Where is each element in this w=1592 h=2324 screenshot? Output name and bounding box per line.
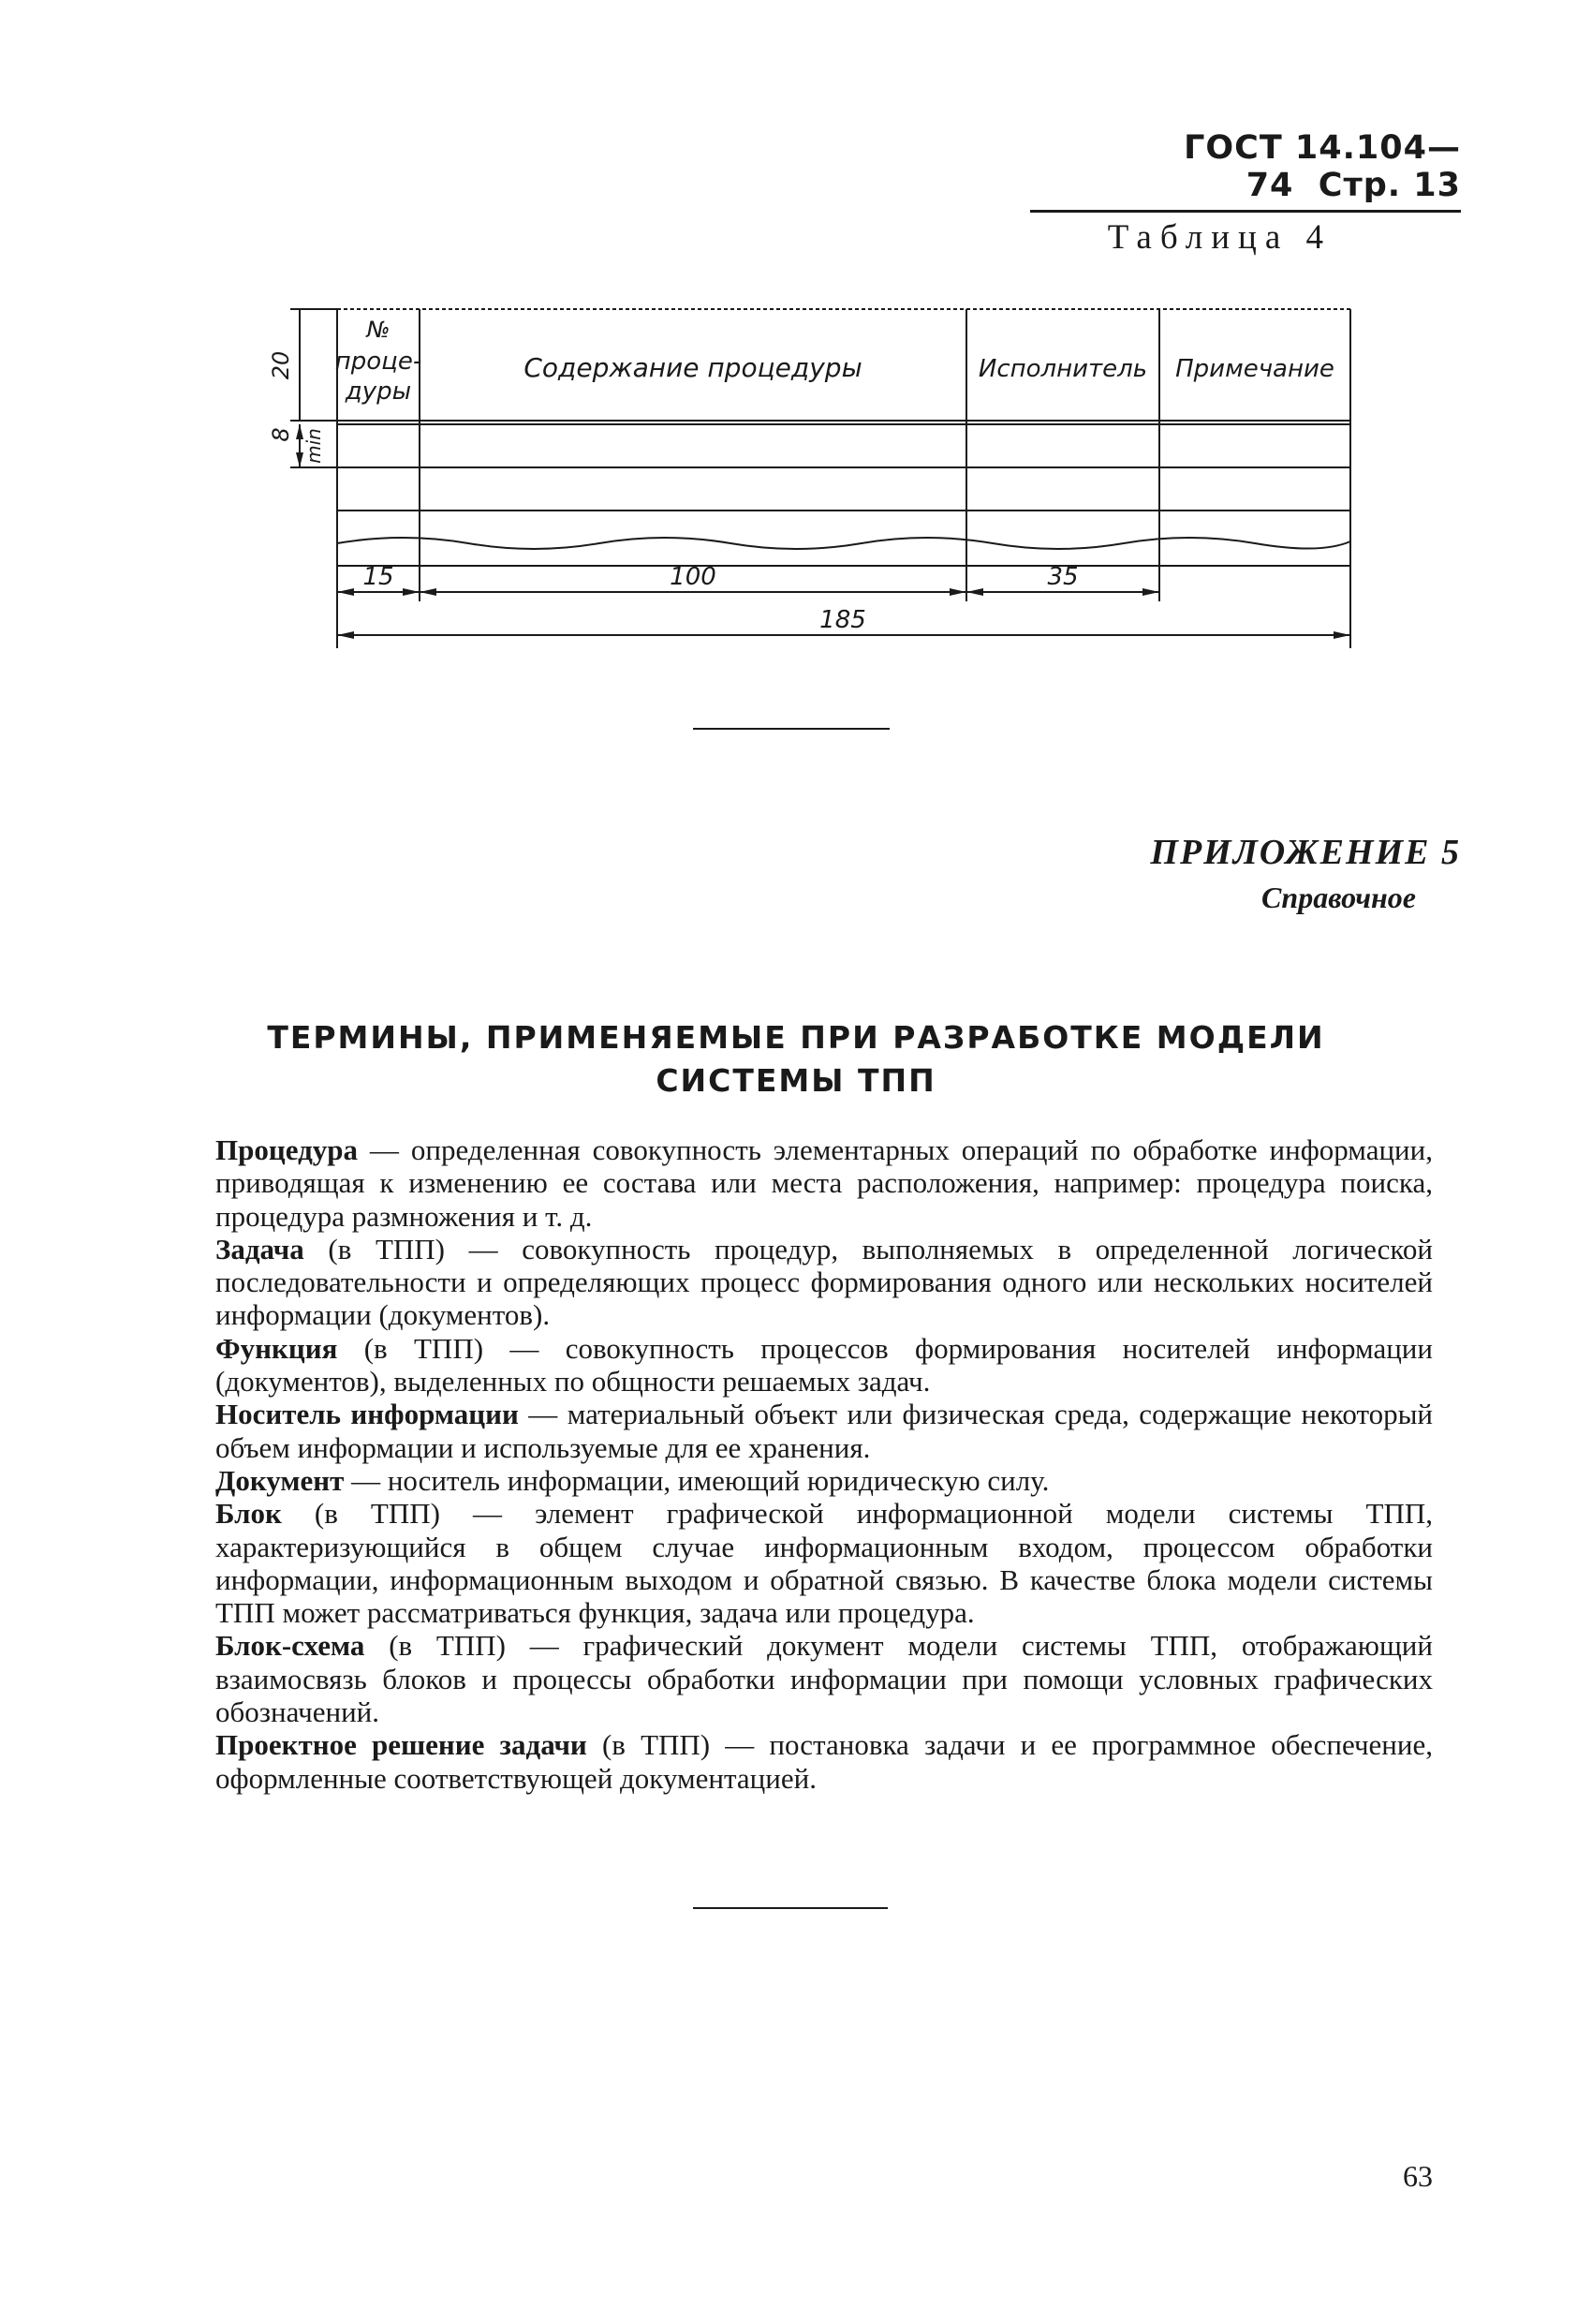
definition-item: [215, 1629, 1433, 1728]
col2-header: Содержание процедуры: [523, 352, 862, 383]
definition-item: [215, 1233, 1433, 1332]
definition-term: Блок: [215, 1497, 282, 1531]
dim-col3-width: 35: [1047, 563, 1079, 591]
definition-text: — носитель информации, имеющий юридическую силу.: [344, 1463, 1050, 1497]
dim-col1-width: 15: [362, 563, 394, 591]
page-header: [1030, 129, 1461, 213]
dim-total-width: 185: [819, 606, 866, 634]
dim-col2-width: 100: [670, 563, 716, 591]
col1-header-line3: дуры: [345, 377, 412, 406]
definition-text: — определенная совокупность элементарных операций по обработке информации, приводящая к изменению ее состава или места расположения, например: процедура поиска, процедура размножения и т. д.: [215, 1133, 1433, 1233]
definition-item: [215, 1728, 1433, 1795]
definition-text: (в ТПП) — графический документ модели системы ТПП, отображающий взаимосвязь блоков и процессы обработки информации при помощи условных графических обозначений.: [215, 1629, 1433, 1729]
appendix-type: Справочное: [1261, 881, 1416, 914]
dim-row-unit: min: [302, 428, 325, 464]
section-title-line1: ТЕРМИНЫ, ПРИМЕНЯЕМЫЕ ПРИ РАЗРАБОТКЕ МОДЕЛИ: [267, 1019, 1325, 1056]
standard-number: ГОСТ 14.104—74: [1184, 129, 1461, 204]
table-caption: Таблица 4: [1107, 218, 1332, 257]
definition-text: — материальный объект или физическая среда, содержащие некоторый объем информации и используемые для ее хранения.: [215, 1398, 1434, 1464]
definition-text: (в ТПП) — постановка задачи и ее программное обеспечение, оформленные соответствующей документацией.: [215, 1728, 1433, 1795]
definition-term: Носитель информации: [215, 1398, 519, 1431]
page-label: Стр. 13: [1318, 167, 1461, 204]
definition-item: [215, 1497, 1433, 1629]
col1-header-line1: №: [366, 317, 391, 343]
definition-term: Задача: [215, 1232, 304, 1266]
separator-rule-top: [693, 728, 890, 730]
definitions-list: [215, 1133, 1433, 1795]
definition-term: Проектное решение задачи: [215, 1728, 587, 1762]
dim-row-height: 8: [268, 427, 294, 442]
col1-header-line2: проце-: [334, 348, 422, 376]
definition-term: Функция: [215, 1331, 338, 1365]
table-form-drawing: [262, 292, 1386, 686]
dim-header-height: 20: [268, 350, 294, 380]
section-title-line2: СИСТЕМЫ ТПП: [656, 1062, 936, 1099]
definition-text: (в ТПП) — совокупность процедур, выполняемых в определенной логической последовательности и определяющих процесс формирования одного или нескольких носителей информации (документов).: [215, 1232, 1433, 1332]
definition-term: Документ: [215, 1463, 345, 1497]
separator-rule-bottom: [693, 1907, 888, 1909]
definition-term: Блок-схема: [215, 1629, 365, 1663]
page-number: 63: [1403, 2159, 1433, 2193]
definition-text: (в ТПП) — совокупность процессов формирования носителей информации (документов), выделенных по общности решаемых задач.: [215, 1331, 1433, 1399]
section-title: [215, 1016, 1377, 1103]
definition-text: (в ТПП) — элемент графической информационной модели системы ТПП, характеризующийся в общем случае информационным входом, процессом обработки информации, информационным выходом и обратной связью. В качестве блока модели системы ТПП может рассматриваться функция, задача или процедура.: [215, 1497, 1433, 1630]
definition-item: [215, 1133, 1433, 1233]
appendix-label: ПРИЛОЖЕНИЕ 5: [1150, 833, 1461, 872]
definition-item: [215, 1398, 1433, 1464]
definition-term: Процедура: [215, 1133, 358, 1166]
definition-item: [215, 1464, 1433, 1497]
definition-item: [215, 1332, 1433, 1399]
col3-header: Исполнитель: [978, 355, 1148, 383]
table-form-svg: [262, 292, 1386, 686]
col4-header: Примечание: [1175, 355, 1334, 383]
